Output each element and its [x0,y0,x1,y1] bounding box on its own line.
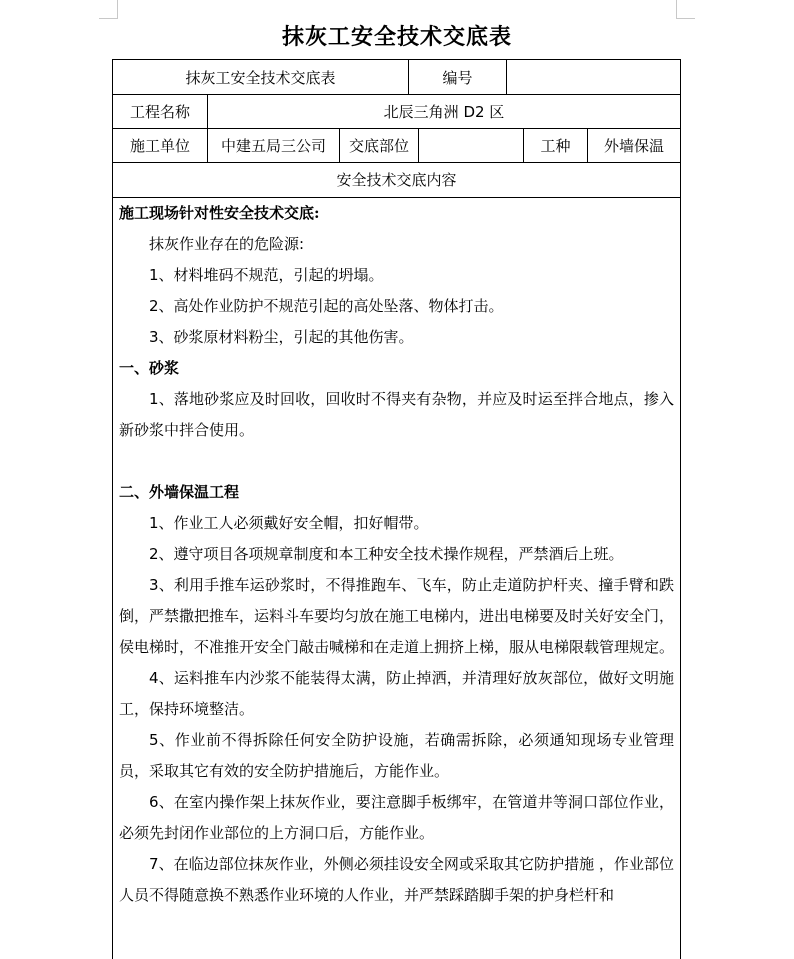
project-name-value[interactable]: 北辰三角洲 D2 区 [383,102,505,121]
project-name-label: 工程名称 [113,94,208,128]
content-paragraph: 1、落地砂浆应及时回收，回收时不得夹有杂物，并应及时运至拌合地点，掺入新砂浆中拌合使用。 [119,390,674,439]
briefing-content [113,198,680,911]
construction-unit-label: 施工单位 [113,128,208,162]
content-paragraph: 7、在临边部位抹灰作业，外侧必须挂设安全网或采取其它防护措施 ，作业部位人员不得随意换不熟悉作业环境的人作业，并严禁踩踏脚手架的护身栏杆和 [119,855,674,904]
table-row-content-title [113,162,680,198]
table-row-unit [113,128,680,163]
trade-label: 工种 [524,128,588,162]
document-title: 抹灰工安全技术交底表 [281,24,512,50]
content-paragraph: 4、运料推车内沙浆不能装得太满，防止掉洒，并清理好放灰部位，做好文明施工，保持环境整洁。 [119,669,674,718]
content-paragraph: 1、材料堆码不规范，引起的坍塌。 [149,266,384,284]
safety-briefing-table [112,59,681,959]
page-corner-mark-left [99,0,118,19]
content-heading: 二、外墙保温工程 [119,483,240,501]
content-heading: 一、砂浆 [119,359,180,377]
content-paragraph: 5、作业前不得拆除任何安全防护设施，若确需拆除，必须通知现场专业管理员，采取其它有效的安全防护措施后，方能作业。 [119,731,674,780]
blank-line [113,446,680,477]
page-corner-mark-right [676,0,695,19]
content-paragraph: 抹灰作业存在的危险源: [149,235,305,253]
content-paragraph: 3、利用手推车运砂浆时，不得推跑车、飞车，防止走道防护杆夹、撞手臂和跌倒，严禁撒把推车，运料斗车要均匀放在施工电梯内，进出电梯要及时关好安全门，侯电梯时，不准推开安全门敲击喊梯和在走道上拥挤上梯，服从电梯限载管理规定。 [119,576,675,656]
number-value[interactable] [507,60,680,94]
content-paragraph: 2、高处作业防护不规范引起的高处坠落、物体打击。 [149,297,504,315]
briefing-part-label: 交底部位 [340,128,419,162]
briefing-part-value[interactable] [419,128,524,162]
content-paragraph: 6、在室内操作架上抹灰作业，要注意脚手板绑牢，在管道井等洞口部位作业，必须先封闭作业部位的上方洞口后，方能作业。 [119,793,674,842]
content-paragraph: 3、砂浆原材料粉尘，引起的其他伤害。 [149,328,414,346]
trade-value[interactable]: 外墙保温 [603,136,664,155]
content-paragraph: 1、作业工人必须戴好安全帽，扣好帽带。 [149,514,429,532]
table-header-cell: 抹灰工安全技术交底表 [113,60,409,94]
table-row-header [113,60,680,95]
content-heading: 施工现场针对性安全技术交底: [119,204,320,222]
table-row-project [113,94,680,129]
construction-unit-value[interactable]: 中建五局三公司 [208,128,340,162]
content-section-title: 安全技术交底内容 [336,171,457,189]
content-paragraph: 2、遵守项目各项规章制度和本工种安全技术操作规程，严禁酒后上班。 [149,545,624,563]
number-label: 编号 [409,60,507,94]
